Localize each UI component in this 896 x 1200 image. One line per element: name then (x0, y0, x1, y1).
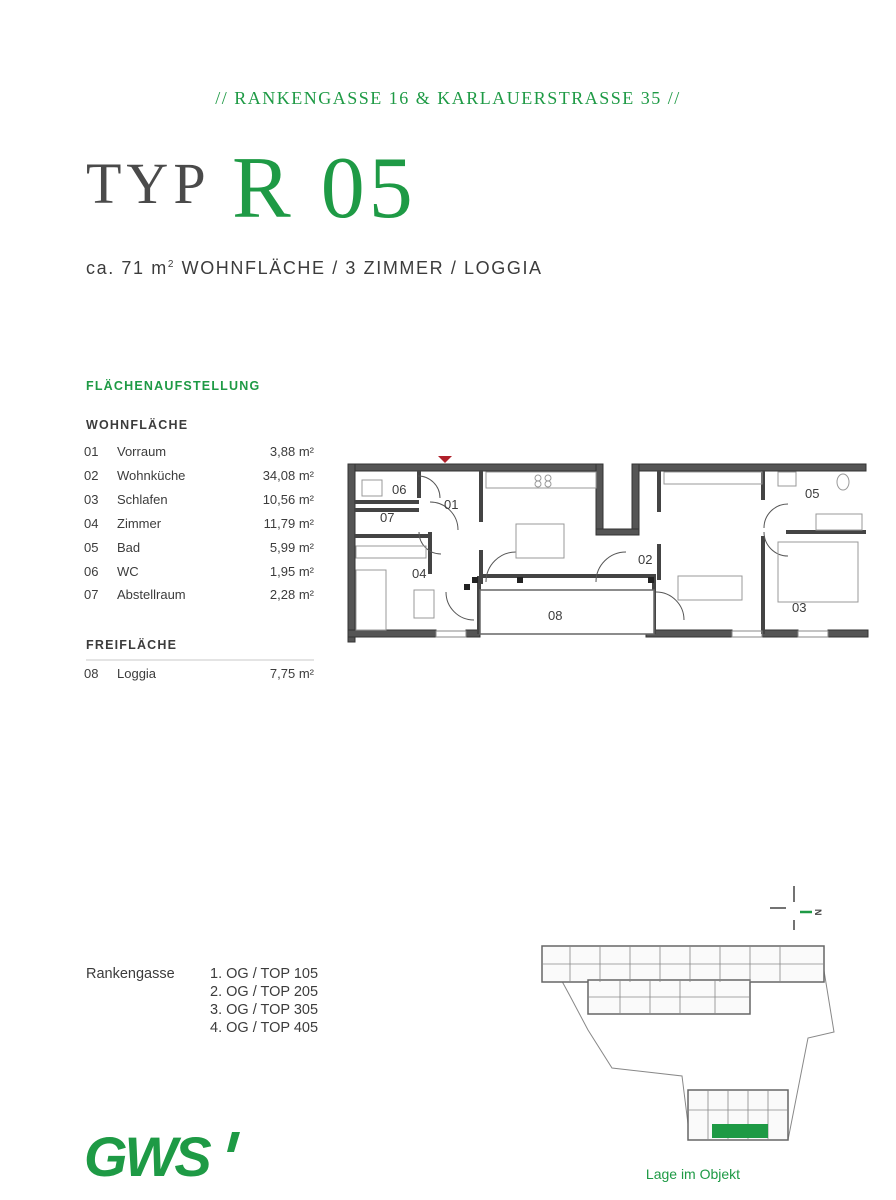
room-area: 1,95 m² (269, 564, 314, 579)
room-area: 34,08 m² (262, 468, 314, 483)
summary-details: WOHNFLÄCHE / 3 ZIMMER / LOGGIA (175, 258, 543, 278)
room-label-07: 07 (380, 510, 395, 525)
room-area: 10,56 m² (262, 492, 314, 507)
outer-wall (632, 464, 639, 535)
room-label-03: 03 (792, 600, 807, 615)
room-name: Schlafen (117, 492, 168, 507)
room-name: Bad (117, 540, 141, 555)
room-name: Abstellraum (117, 587, 186, 602)
room-label-01: 01 (444, 497, 459, 512)
area-row (86, 666, 314, 686)
room-name: WC (117, 564, 139, 579)
type-label: TYP (86, 151, 211, 216)
unit-highlight (712, 1124, 768, 1138)
room-area: 7,75 m² (269, 666, 314, 681)
outer-wall (762, 630, 798, 637)
room-name: Vorraum (117, 444, 167, 459)
location-street: Rankengasse (86, 966, 175, 982)
room-number: 07 (84, 587, 99, 602)
gws-logo (84, 1128, 244, 1184)
living-area-title: WOHNFLÄCHE (86, 418, 189, 432)
room-number: 02 (84, 468, 99, 483)
room-label-02: 02 (638, 552, 653, 567)
area-row (86, 587, 314, 607)
floor-plan (346, 452, 876, 648)
room-area: 2,28 m² (269, 587, 314, 602)
summary-area: ca. 71 m (86, 258, 168, 278)
room-number: 04 (84, 516, 99, 531)
area-row (86, 540, 314, 560)
top-entry: 1. OG / TOP 105 (210, 966, 319, 982)
type-code: R 05 (232, 140, 417, 237)
address-header: // RANKENGASSE 16 & KARLAUERSTRASSE 35 // (215, 88, 681, 108)
room-name: Loggia (117, 666, 157, 681)
top-entry: 3. OG / TOP 305 (210, 1002, 319, 1018)
area-row (86, 492, 314, 512)
room-name: Zimmer (117, 516, 162, 531)
outer-wall (828, 630, 868, 637)
outer-wall (348, 464, 602, 471)
loggia (480, 590, 654, 634)
room-number: 08 (84, 666, 99, 681)
north-arrow-icon (770, 886, 823, 930)
top-entry: 4. OG / TOP 405 (210, 1020, 319, 1036)
area-row (86, 516, 314, 536)
logo-text: GWS (84, 1128, 209, 1184)
area-row (86, 564, 314, 584)
outer-wall (348, 630, 436, 637)
room-number: 03 (84, 492, 99, 507)
outer-wall (596, 529, 639, 535)
room-name: Wohnküche (117, 468, 186, 483)
section-divider (86, 659, 314, 661)
areas-title: FLÄCHENAUFSTELLUNG (86, 379, 261, 393)
free-area-title: FREIFLÄCHE (86, 638, 178, 652)
area-row (86, 444, 314, 464)
room-label-08: 08 (548, 608, 563, 623)
outer-wall (632, 464, 866, 471)
room-label-05: 05 (805, 486, 820, 501)
room-number: 01 (84, 444, 99, 459)
outer-wall (596, 464, 603, 535)
room-number: 05 (84, 540, 99, 555)
outer-wall (646, 630, 732, 637)
unit-summary (86, 258, 543, 279)
area-row (86, 468, 314, 488)
outer-wall (348, 464, 355, 642)
room-area: 11,79 m² (263, 516, 314, 531)
site-plan (530, 880, 840, 1164)
summary-sup: 2 (167, 259, 176, 270)
room-label-04: 04 (412, 566, 427, 581)
room-label-06: 06 (392, 482, 407, 497)
room-area: 3,88 m² (269, 444, 314, 459)
location-caption: Lage im Objekt (645, 1166, 741, 1182)
room-number: 06 (84, 564, 99, 579)
room-area: 5,99 m² (269, 540, 314, 555)
entrance-marker-icon (438, 456, 452, 463)
north-label: N (813, 909, 823, 916)
top-entry: 2. OG / TOP 205 (210, 984, 319, 1000)
